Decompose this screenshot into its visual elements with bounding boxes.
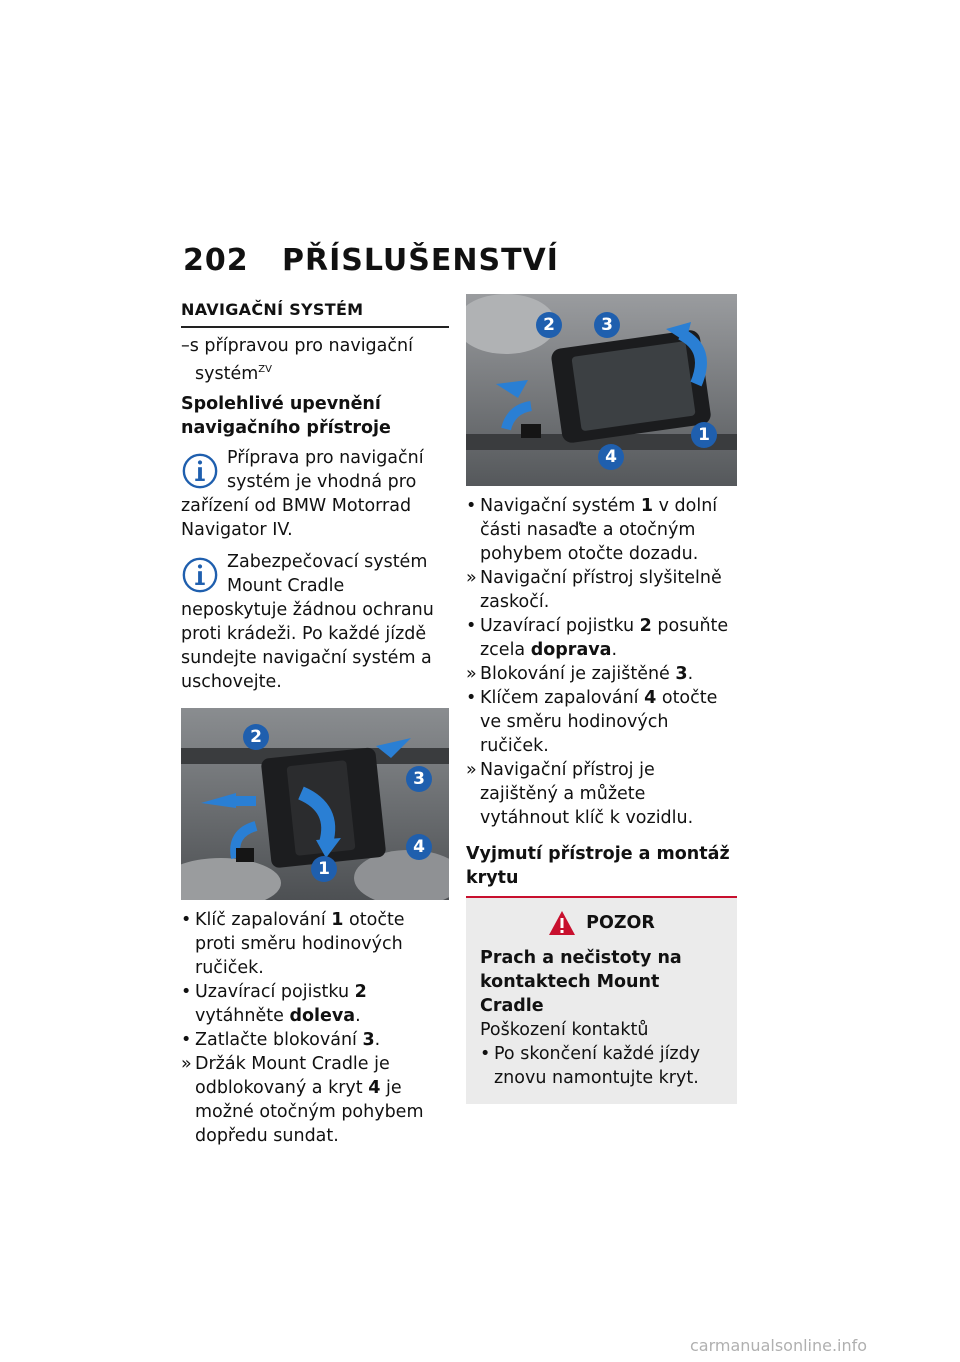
info-note-1-text: Příprava pro navigační systém je vhodná pro zařízení od BMW Motorrad Navigator IV. bbox=[181, 447, 424, 540]
step-text: Klíč zapalování 1 otočte proti směru hodinových ručiček. bbox=[195, 909, 405, 978]
cradle-removal-photo bbox=[181, 708, 449, 900]
callout-4: 4 bbox=[406, 834, 432, 860]
section-heading: Vyjmutí přístroje a montáž krytu bbox=[466, 844, 730, 888]
page-title: PŘÍSLUŠENSTVÍ bbox=[282, 243, 559, 278]
left-column bbox=[181, 298, 449, 1148]
step-item bbox=[181, 1028, 449, 1052]
warning-triangle-icon bbox=[548, 910, 576, 936]
warning-bullet bbox=[480, 1042, 723, 1090]
step-marker: • bbox=[181, 981, 192, 1002]
watermark: carmanualsonline.info bbox=[690, 1336, 868, 1355]
info-icon bbox=[181, 452, 219, 490]
step-marker: » bbox=[466, 568, 477, 588]
info-icon bbox=[181, 556, 219, 594]
subheading: Spolehlivé upevnění navigačního přístroje bbox=[181, 393, 391, 438]
step-item bbox=[466, 662, 737, 686]
warning-header bbox=[480, 910, 723, 936]
step-text: Uzavírací pojistku 2 vytáhněte doleva. bbox=[195, 981, 367, 1026]
info-note-2 bbox=[181, 550, 449, 694]
step-text: Navigační systém 1 v dolní části nasaďte a otočným pohybem otočte dozadu. bbox=[480, 496, 718, 564]
left-steps bbox=[181, 908, 449, 1148]
step-item bbox=[181, 980, 449, 1028]
equipment-note bbox=[181, 334, 449, 386]
navigator-mount-photo bbox=[466, 294, 737, 486]
info-note-1 bbox=[181, 446, 449, 542]
callout-1: 1 bbox=[691, 422, 717, 448]
step-item bbox=[466, 758, 737, 830]
step-text: Navigační přístroj slyšitelně zaskočí. bbox=[480, 568, 722, 612]
step-item bbox=[181, 1052, 449, 1148]
warning-bullet-text: Po skončení každé jízdy znovu namontujte kryt. bbox=[494, 1044, 701, 1088]
step-marker: • bbox=[466, 496, 477, 516]
equipment-note-sup: ZV bbox=[258, 364, 272, 375]
callout-3: 3 bbox=[594, 312, 620, 338]
step-text: Klíčem zapalování 4 otočte ve směru hodinových ručiček. bbox=[480, 688, 718, 756]
step-item bbox=[466, 614, 737, 662]
step-marker: » bbox=[181, 1053, 192, 1074]
callout-3: 3 bbox=[406, 766, 432, 792]
step-item bbox=[466, 686, 737, 758]
warning-label: POZOR bbox=[586, 913, 655, 933]
section-title: NAVIGAČNÍ SYSTÉM bbox=[181, 298, 449, 328]
step-text: Blokování je zajištěné 3. bbox=[480, 664, 694, 684]
info-note-2-text: Zabezpečovací systém Mount Cradle neposkytuje žádnou ochranu proti krádeži. Po každé jízdě sundejte navigační systém a uschovejte. bbox=[181, 551, 434, 692]
step-item bbox=[466, 566, 737, 614]
step-text: Zatlačte blokování 3. bbox=[195, 1029, 381, 1050]
step-marker: • bbox=[466, 616, 477, 636]
step-text: Navigační přístroj je zajištěný a můžete vytáhnout klíč k vozidlu. bbox=[480, 760, 694, 828]
equipment-note-text: –s přípravou pro navigační systém bbox=[181, 336, 413, 384]
right-column bbox=[466, 294, 737, 1104]
right-steps bbox=[466, 494, 737, 830]
warning-box bbox=[466, 896, 737, 1104]
step-text: Držák Mount Cradle je odblokovaný a kryt 4 je možné otočným pohybem dopředu sundat. bbox=[195, 1053, 424, 1146]
callout-2: 2 bbox=[243, 724, 269, 750]
page-number: 202 bbox=[183, 243, 249, 278]
step-marker: • bbox=[466, 688, 477, 708]
step-item bbox=[181, 908, 449, 980]
step-text: Uzavírací pojistku 2 posuňte zcela doprava. bbox=[480, 616, 729, 660]
warning-title: Prach a nečistoty na kontaktech Mount Cradle bbox=[480, 948, 682, 1016]
callout-4: 4 bbox=[598, 444, 624, 470]
warning-consequence: Poškození kontaktů bbox=[480, 1020, 649, 1040]
step-marker: • bbox=[181, 909, 192, 930]
step-item bbox=[466, 494, 737, 566]
step-marker: » bbox=[466, 664, 477, 684]
callout-1: 1 bbox=[311, 856, 337, 882]
step-marker: » bbox=[466, 760, 477, 780]
step-marker: • bbox=[181, 1029, 192, 1050]
callout-2: 2 bbox=[536, 312, 562, 338]
bullet-marker: • bbox=[480, 1044, 491, 1064]
